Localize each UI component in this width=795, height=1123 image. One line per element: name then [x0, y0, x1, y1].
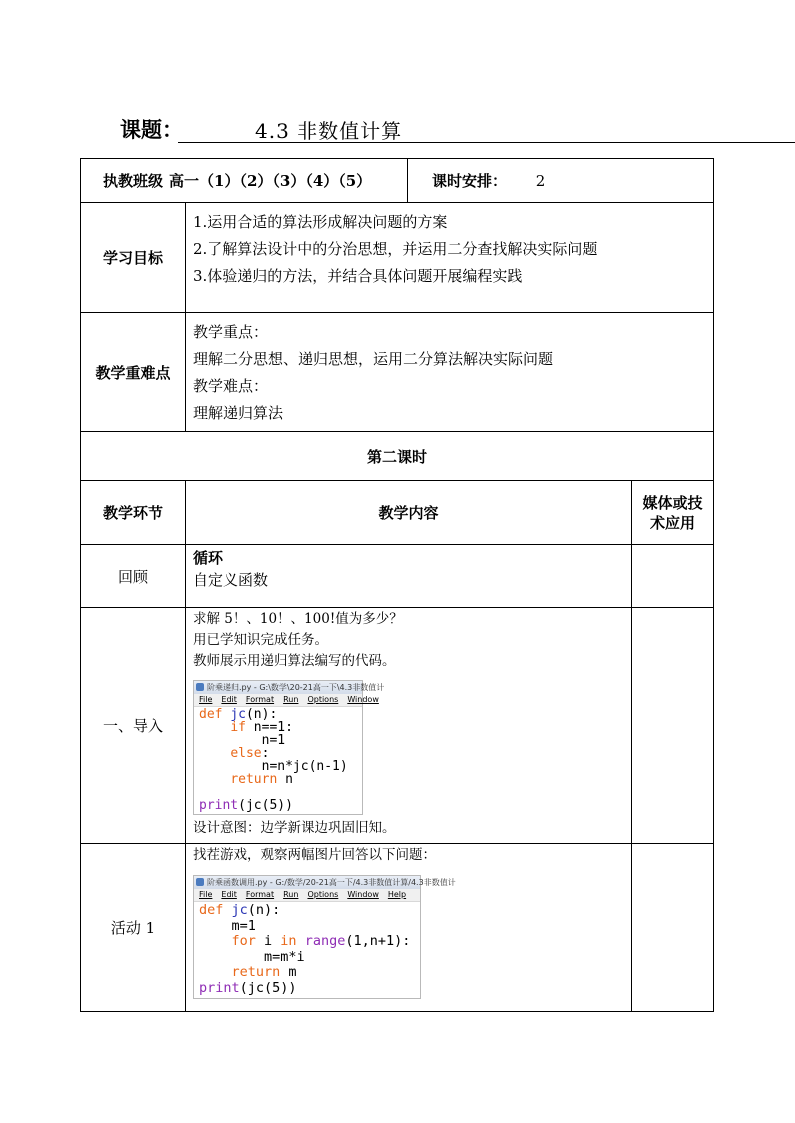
code-line: return n [230, 772, 293, 787]
activity1-label: 活动 1 [81, 844, 186, 1012]
menu-item: Format [245, 695, 275, 704]
key-points-line: 教学难点： [193, 377, 269, 395]
key-points-content [186, 313, 714, 432]
stage-header: 教学环节 [81, 481, 186, 545]
intro-content [186, 608, 632, 844]
column-header-row [81, 481, 714, 545]
menu-item: Window [347, 890, 379, 899]
menu-item: Edit [221, 890, 237, 899]
title-label: 课题： [120, 117, 183, 142]
review-line: 自定义函数 [193, 571, 269, 589]
info-row [81, 159, 714, 203]
class-list: 高一（1）（2）（3）（4）（5） [169, 172, 372, 190]
python-file-icon [196, 683, 204, 691]
hours-value: 2 [535, 172, 546, 190]
session-title: 第二课时 [81, 432, 714, 481]
title-underline [178, 142, 795, 143]
code-line: m=1 [199, 917, 256, 934]
menu-item: Run [283, 695, 299, 704]
intro-line: 求解 5！、10！、100!值为多少？ [193, 611, 403, 627]
lesson-plan-table [80, 158, 714, 1012]
objectives-label: 学习目标 [81, 203, 186, 313]
intro-line: 教师展示用递归算法编写的代码。 [193, 653, 396, 669]
objective-item: 1.运用合适的算法形成解决问题的方案 [193, 213, 448, 231]
key-points-row [81, 313, 714, 432]
class-label: 执教班级 [103, 172, 164, 190]
objective-item: 3.体验递归的方法，并结合具体问题开展编程实践 [193, 267, 523, 285]
code-window-titlebar [194, 876, 456, 889]
session-row [81, 432, 714, 481]
key-points-line: 理解递归算法 [193, 404, 284, 422]
key-points-line: 理解二分思想、递归思想，运用二分算法解决实际问题 [193, 350, 554, 368]
menu-item: File [199, 695, 213, 704]
menu-item: Edit [221, 695, 237, 704]
content-header: 教学内容 [186, 481, 632, 545]
media-header: 媒体或技术应用 [631, 481, 713, 545]
python-file-icon [196, 878, 204, 886]
activity1-line: 找茬游戏，观察两幅图片回答以下问题： [193, 847, 436, 863]
loop-code-screenshot [193, 875, 456, 999]
activity1-content [186, 844, 632, 1012]
code-line: print(jc(5)) [199, 798, 293, 813]
intro-media [631, 608, 713, 844]
activity1-media [631, 844, 713, 1012]
objectives-content [186, 203, 714, 313]
objectives-row [81, 203, 714, 313]
key-points-label: 教学重难点 [81, 313, 186, 432]
menu-item: Options [307, 890, 339, 899]
lesson-title: 4.3 非数值计算 [255, 119, 403, 143]
code-line: def jc(n): [199, 902, 281, 918]
menu-item: Options [307, 695, 339, 704]
hours-label: 课时安排： [432, 172, 508, 190]
menu-item: Help [387, 890, 407, 899]
menu-item: File [199, 890, 213, 899]
intro-row [81, 608, 714, 844]
objective-item: 2.了解算法设计中的分治思想，并运用二分查找解决实际问题 [193, 240, 598, 258]
lesson-title-row [120, 112, 676, 144]
code-window-menubar [194, 694, 379, 707]
code-window-titlebar [194, 681, 385, 694]
review-media [631, 545, 713, 608]
code-line: n=1 [199, 733, 286, 748]
menu-item: Window [347, 695, 379, 704]
code-line: m=m*i [199, 948, 305, 965]
hours-info [408, 170, 545, 191]
code-line: print(jc(5)) [199, 979, 297, 996]
code-line: for i in range(1,n+1): [231, 933, 411, 949]
code-line: return m [231, 964, 297, 980]
code-window-menubar [194, 889, 420, 902]
intro-label: 一、导入 [81, 608, 186, 844]
review-line: 循环 [193, 549, 224, 567]
review-row [81, 545, 714, 608]
review-label: 回顾 [81, 545, 186, 608]
activity1-row [81, 844, 714, 1012]
menu-item: Format [245, 890, 275, 899]
recursion-code [194, 707, 362, 814]
code-line: if n==1: [230, 720, 293, 735]
design-note: 设计意图：边学新课边巩固旧知。 [193, 820, 396, 836]
code-window-title: 阶乘函数调用.py - G:/数学/20-21高一下/4.3非数值计算/4.3非数值计 [207, 878, 456, 887]
code-line: n=n*jc(n-1) [199, 759, 348, 774]
loop-code [194, 902, 420, 998]
review-content [186, 545, 632, 608]
code-line: else: [230, 746, 270, 761]
code-window-title: 阶乘递归.py - G:\数学\20-21高一下\4.3非数值计 [207, 683, 385, 692]
menu-item: Run [283, 890, 299, 899]
code-line: def jc(n): [199, 707, 278, 722]
intro-line: 用已学知识完成任务。 [193, 632, 328, 648]
key-points-line: 教学重点： [193, 323, 269, 341]
class-info [81, 159, 408, 202]
recursion-code-screenshot [193, 680, 385, 815]
